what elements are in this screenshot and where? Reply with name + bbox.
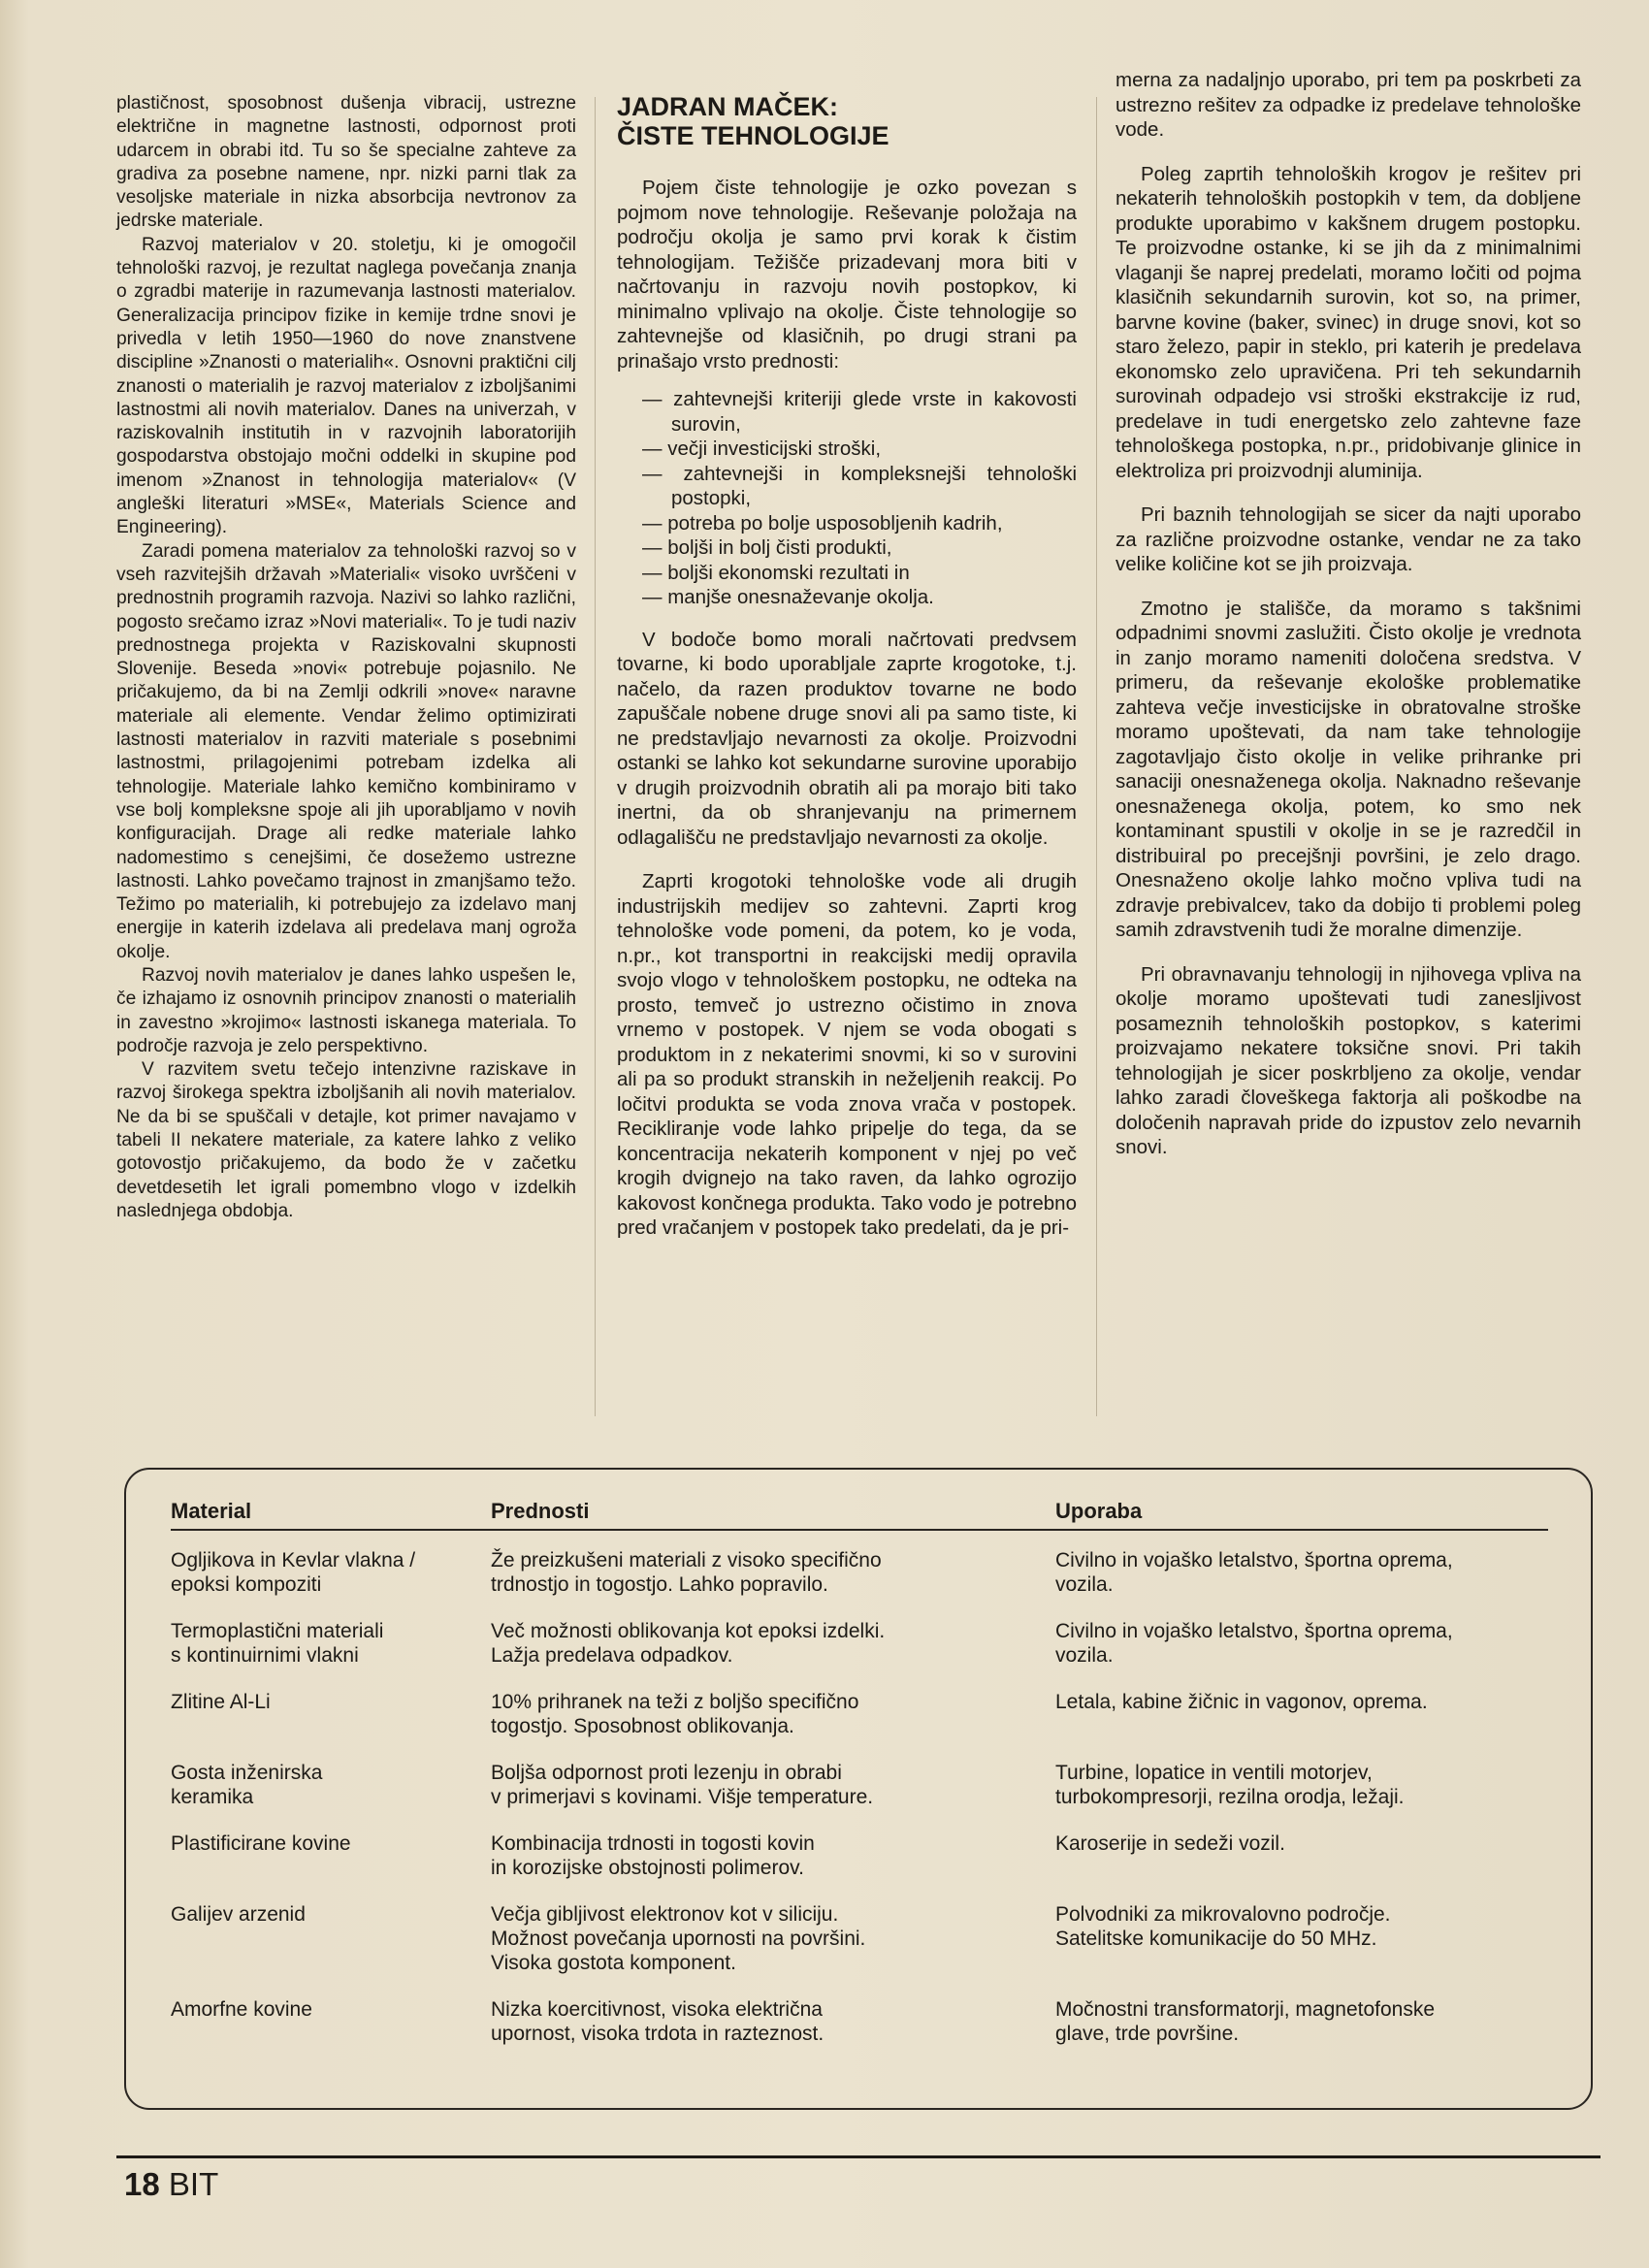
cell-line: Že preizkušeni materiali z visoko specifično: [491, 1549, 882, 1571]
cell-line: keramika: [171, 1786, 254, 1808]
cell-uporaba: [1055, 1602, 1548, 1672]
column-divider: [595, 97, 596, 1416]
cell-prednosti: [491, 1980, 1055, 2051]
list-item: — zahtevnejši kriteriji glede vrste in kakovosti surovin,: [642, 388, 1077, 436]
table-row: [171, 1602, 1548, 1672]
page-number: 18: [124, 2166, 160, 2202]
cell-uporaba: [1055, 1814, 1548, 1885]
paragraph: V bodoče bomo morali načrtovati predvsem tovarne, ki bodo uporabljale zaprte krogotoke, t.j. načelo, da razen produktov tovarne ne bodo zapuščale nobene druge snovi ali pa samo tiste, ki ne predstavljajo nevarnosti za okolje. Proizvodni ostanki se lahko kot sekundarne surovine uporabijo v drugih proizvodnih obratih ali pa morajo biti tako inertni, da ob shranjevanju na primernem odlagališču ne predstavljajo nevarnosti za okolje.: [617, 628, 1077, 849]
cell-line: Več možnosti oblikovanja kot epoksi izdelki.: [491, 1620, 886, 1642]
cell-line: v primerjavi s kovinami. Višje temperature.: [491, 1786, 874, 1808]
cell-line: Polvodniki za mikrovalovno področje.: [1055, 1903, 1391, 1926]
cell-material: [171, 1602, 491, 1672]
cell-line: Civilno in vojaško letalstvo, športna oprema,: [1055, 1620, 1453, 1642]
cell-line: Boljša odpornost proti lezenju in obrabi: [491, 1762, 842, 1784]
cell-line: upornost, visoka trdota in razteznost.: [491, 2023, 824, 2045]
cell-material: [171, 1672, 491, 1743]
cell-material: [171, 1530, 491, 1602]
cell-prednosti: [491, 1743, 1055, 1814]
cell-line: s kontinuirnimi vlakni: [171, 1644, 359, 1667]
cell-line: in korozijske obstojnosti polimerov.: [491, 1857, 804, 1879]
column-divider: [1096, 97, 1097, 1416]
article-heading: ČISTE TEHNOLOGIJE: [617, 121, 889, 150]
cell-line: Galijev arzenid: [171, 1903, 306, 1926]
cell-line: epoksi kompoziti: [171, 1573, 322, 1596]
cell-line: Zlitine Al-Li: [171, 1691, 271, 1713]
table-row: [171, 1980, 1548, 2051]
materials-table-box: [124, 1468, 1593, 2110]
cell-line: Amorfne kovine: [171, 1998, 312, 2021]
paragraph: Pojem čiste tehnologije je ozko povezan s pojmom nove tehnologije. Reševanje položaja na področju okolja je samo prvi korak k čistim tehnologijam. Težišče prizadevanj mora biti v načrtovanju in razvoju novih postopkov, ki minimalno vplivajo na okolje. Čiste tehnologije so zahtevnejše od klasičnih, po drugi strani pa prinašajo vrsto prednosti:: [617, 177, 1077, 373]
cell-line: Močnostni transformatorji, magnetofonske: [1055, 1998, 1436, 2021]
paragraph: Zmotno je stališče, da moramo s takšnimi odpadnimi snovmi zaslužiti. Čisto okolje je vrednota in zanjo moramo nameniti določena sredstva. V primeru, da reševanje ekološke problematike zahteva večje investicijske in obratovalne stroške moramo upoštevati, da nam take tehnologije zagotavljajo čisto okolje in velike prihranke pri sanaciji onesnaženega okolja. Naknadno reševanje onesnaženega okolja, potem, ko smo nek kontaminant spustili v okolje in se je razredčil in distribuiral po precejšnji površini, je zelo drago. Onesnaženo okolje lahko močno vpliva tudi na zdravje prebivalcev, tako da dobijo ti problemi poleg samih zdravstvenih tudi že moralne dimenzije.: [1116, 597, 1581, 941]
header-material: Material: [171, 1499, 491, 1530]
list-item: — potreba po bolje usposobljenih kadrih,: [642, 511, 1003, 535]
cell-prednosti: [491, 1672, 1055, 1743]
table-row: [171, 1885, 1548, 1980]
cell-line: Nizka koercitivnost, visoka električna: [491, 1998, 823, 2021]
header-prednosti: Prednosti: [491, 1499, 1055, 1530]
list-item: — boljši in bolj čisti produkti,: [642, 536, 892, 559]
table-row: [171, 1743, 1548, 1814]
cell-line: Možnost povečanja upornosti na površini.: [491, 1928, 866, 1950]
cell-line: 10% prihranek na teži z boljšo specifično: [491, 1691, 859, 1713]
cell-line: Turbine, lopatice in ventili motorjev,: [1055, 1762, 1373, 1784]
article-author: JADRAN MAČEK:: [617, 92, 838, 121]
cell-line: Satelitske komunikacije do 50 MHz.: [1055, 1928, 1377, 1950]
cell-line: Ogljikova in Kevlar vlakna /: [171, 1549, 416, 1571]
cell-line: Karoserije in sedeži vozil.: [1055, 1832, 1285, 1855]
cell-line: Letala, kabine žičnic in vagonov, oprema.: [1055, 1691, 1428, 1713]
cell-line: glave, trde površine.: [1055, 2023, 1240, 2045]
table-header-row: [171, 1499, 1548, 1530]
cell-prednosti: [491, 1885, 1055, 1980]
cell-uporaba: [1055, 1530, 1548, 1602]
magazine-name: BIT: [168, 2166, 219, 2202]
cell-line: trdnostjo in togostjo. Lahko popravilo.: [491, 1573, 828, 1596]
table-row: [171, 1814, 1548, 1885]
cell-line: Gosta inženirska: [171, 1762, 323, 1784]
cell-material: [171, 1743, 491, 1814]
cell-uporaba: [1055, 1743, 1548, 1814]
list-item: — boljši ekonomski rezultati in: [642, 561, 910, 584]
cell-line: Termoplastični materiali: [171, 1620, 384, 1642]
paragraph: Zaprti krogotoki tehnološke vode ali drugih industrijskih medijev so zahtevni. Zaprti krog tehnološke vode pomeni, da potem, ko je voda, n.pr., kot transportni in reakcijski medij opravila svojo vlogo v tehnološkem postopku, ne odteka na prosto, temveč jo ustrezno očistimo in znova vrnemo v postopek. V njem se voda obogati s produktom in z nekaterimi snovmi, ki so v surovini ali pa so produkt stranskih in neželjenih reakcij. Po ločitvi produkta se voda znova vrača v postopek. Recikliranje vode lahko pripelje do tega, da se koncentracija nekaterih komponent v njej po več krogih dvignejo na tako raven, da lahko ogrozijo kakovost končnega produkta. Tako vodo je potrebno pred vračanjem v postopek tako predelati, da je pri-: [617, 870, 1077, 1239]
paragraph: plastičnost, sposobnost dušenja vibracij, ustrezne električne in magnetne lastnosti, odpornost proti udarcem in obrabi itd. Tu so še specialne zahteve za gradiva za posebne namene, npr. nizki parni tlak za vesoljske materiale in nizka absorbcija nevtronov za jedrske materiale.: [116, 93, 576, 232]
cell-prednosti: [491, 1602, 1055, 1672]
table-row: [171, 1530, 1548, 1602]
cell-line: Plastificirane kovine: [171, 1832, 351, 1855]
cell-line: Civilno in vojaško letalstvo, športna oprema,: [1055, 1549, 1453, 1571]
header-uporaba: Uporaba: [1055, 1499, 1548, 1530]
paragraph: Poleg zaprtih tehnoloških krogov je rešitev pri nekaterih tehnoloških postopkih v tem, da dobljene produkte uporabimo v kakšnem drugem postopku. Te proizvodne ostanke, ki se jih da z minimalnimi vlaganji še naprej predelati, moramo ločiti od pojma klasičnih sekundarnih surovin, kot so, na primer, barvne kovine (baker, svinec) in druge snovi, kot so staro železo, papir in steklo, pri katerih je predelava ekonomsko zelo upravičena. Pri teh sekundarnih surovinah odpadejo vsi stroški ekstrakcije iz rud, predelave in tudi energetsko zelo zahtevne faze tehnološkega postopka, n.pr., pridobivanje glinice in elektroliza pri proizvodnji aluminija.: [1116, 162, 1581, 482]
table-row: [171, 1672, 1548, 1743]
footer-rule: [116, 2155, 1600, 2158]
table-body: [171, 1530, 1548, 2051]
cell-material: [171, 1885, 491, 1980]
cell-prednosti: [491, 1814, 1055, 1885]
paragraph: Razvoj novih materialov je danes lahko uspešen le, če izhajamo iz osnovnih principov znanosti o materialih in zavestno »krojimo« lastnosti iskanega materiala. To področje razvoja je zelo perspektivno.: [116, 964, 576, 1056]
column-middle: [617, 92, 1077, 1241]
paragraph: Razvoj materialov v 20. stoletju, ki je omogočil tehnološki razvoj, je rezultat naglega povečanja znanja o zgradbi materije in razumevanja lastnosti materialov. Generalizacija principov fizike in kemije trdne snovi je privedla v letih 1950—1960 do nove znanstvene discipline »Znanosti o materialih«. Osnovni praktični cilj znanosti o materialih je razvoj materialov z izboljšanimi lastnostmi ali novih materialov. Danes na univerzah, v raziskovalnih institutih in v razvojnih laboratorijih gospodarstva obstojajo močni oddelki in skupine pod imenom »Znanost in tehnologija materialov« (V angleški literaturi »MSE«, Materials Science and Engineering).: [116, 234, 576, 538]
list-item: — manjše onesnaževanje okolja.: [642, 586, 934, 608]
list-item: — zahtevnejši in kompleksnejši tehnološki postopki,: [642, 462, 1077, 509]
paragraph: Pri baznih tehnologijah se sicer da najti uporabo za različne proizvodne ostanke, vendar ne za tako velike količine kot se jih proizvaja.: [1116, 503, 1581, 575]
paragraph: Pri obravnavanju tehnologij in njihovega vpliva na okolje moramo upoštevati tudi zanesljivost posameznih tehnoloških postopkov, s katerimi proizvajamo nekatere toksične snovi. Pri takih tehnologijah je sicer poskrbljeno za okolje, vendar lahko zaradi človeškega faktorja ali poškodbe na določenih napravah pride do izpustov zelo nevarnih snovi.: [1116, 962, 1581, 1158]
list-item: — večji investicijski stroški,: [642, 437, 882, 460]
cell-prednosti: [491, 1530, 1055, 1602]
cell-line: Visoka gostota komponent.: [491, 1952, 736, 1974]
paragraph: merna za nadaljnjo uporabo, pri tem pa poskrbeti za ustrezno rešitev za odpadke iz predelave tehnološke vode.: [1116, 69, 1581, 141]
cell-line: vozila.: [1055, 1644, 1114, 1667]
advantages-list: [617, 387, 1077, 610]
paragraph: Zaradi pomena materialov za tehnološki razvoj so v vseh razvitejših državah »Materiali« visoko uvrščeni v prednostnih programih razvoja. Nazivi so lahko različni, pogosto srečamo izraz »Novi materiali«. To je tudi naziv prednostnega projekta v Raziskovalni skupnosti Slovenije. Beseda »novi« potrebuje pojasnilo. Ne pričakujemo, da bi na Zemlji odkrili »nove« naravne materiale ali elemente. Vendar želimo optimizirati lastnosti materialov in razviti materiale s posebnimi lastnostmi, prilagojenimi potrebam izdelka ali tehnologije. Materiale lahko kemično kombiniramo v vse bolj kompleksne spoje ali jih uporabljamo v novih konfiguracijah. Drage ali redke materiale lahko nadomestimo s cenejšimi, če dosežemo ustrezne lastnosti. Lahko povečamo trajnost in zmanjšamo težo. Težimo po materialih, ki potrebujejo za izdelavo manj energije in katerih izdelava ali predelava manj ogroža okolje.: [116, 540, 576, 962]
cell-uporaba: [1055, 1980, 1548, 2051]
article-title: [617, 92, 1077, 150]
page-footer: [124, 2165, 218, 2204]
column-right: [1116, 68, 1581, 1160]
cell-line: Lažja predelava odpadkov.: [491, 1644, 733, 1667]
cell-line: togostjo. Sposobnost oblikovanja.: [491, 1715, 794, 1737]
cell-uporaba: [1055, 1672, 1548, 1743]
cell-material: [171, 1814, 491, 1885]
paragraph: V razvitem svetu tečejo intenzivne raziskave in razvoj širokega spektra izboljšanih ali novih materialov. Ne da bi se spuščali v detajle, kot primer navajamo v tabeli II nekatere materiale, za katere lahko z veliko gotovostjo pričakujemo, da bodo že v začetku devetdesetih let igrali pomembno vlogo v izdelkih naslednjega obdobja.: [116, 1059, 576, 1221]
materials-table: [171, 1499, 1548, 2051]
column-left: [116, 92, 576, 1223]
cell-line: vozila.: [1055, 1573, 1114, 1596]
cell-material: [171, 1980, 491, 2051]
cell-line: Kombinacija trdnosti in togosti kovin: [491, 1832, 815, 1855]
cell-line: turbokompresorji, rezilna orodja, ležaji.: [1055, 1786, 1405, 1808]
cell-line: Večja gibljivost elektronov kot v siliciju.: [491, 1903, 839, 1926]
cell-uporaba: [1055, 1885, 1548, 1980]
